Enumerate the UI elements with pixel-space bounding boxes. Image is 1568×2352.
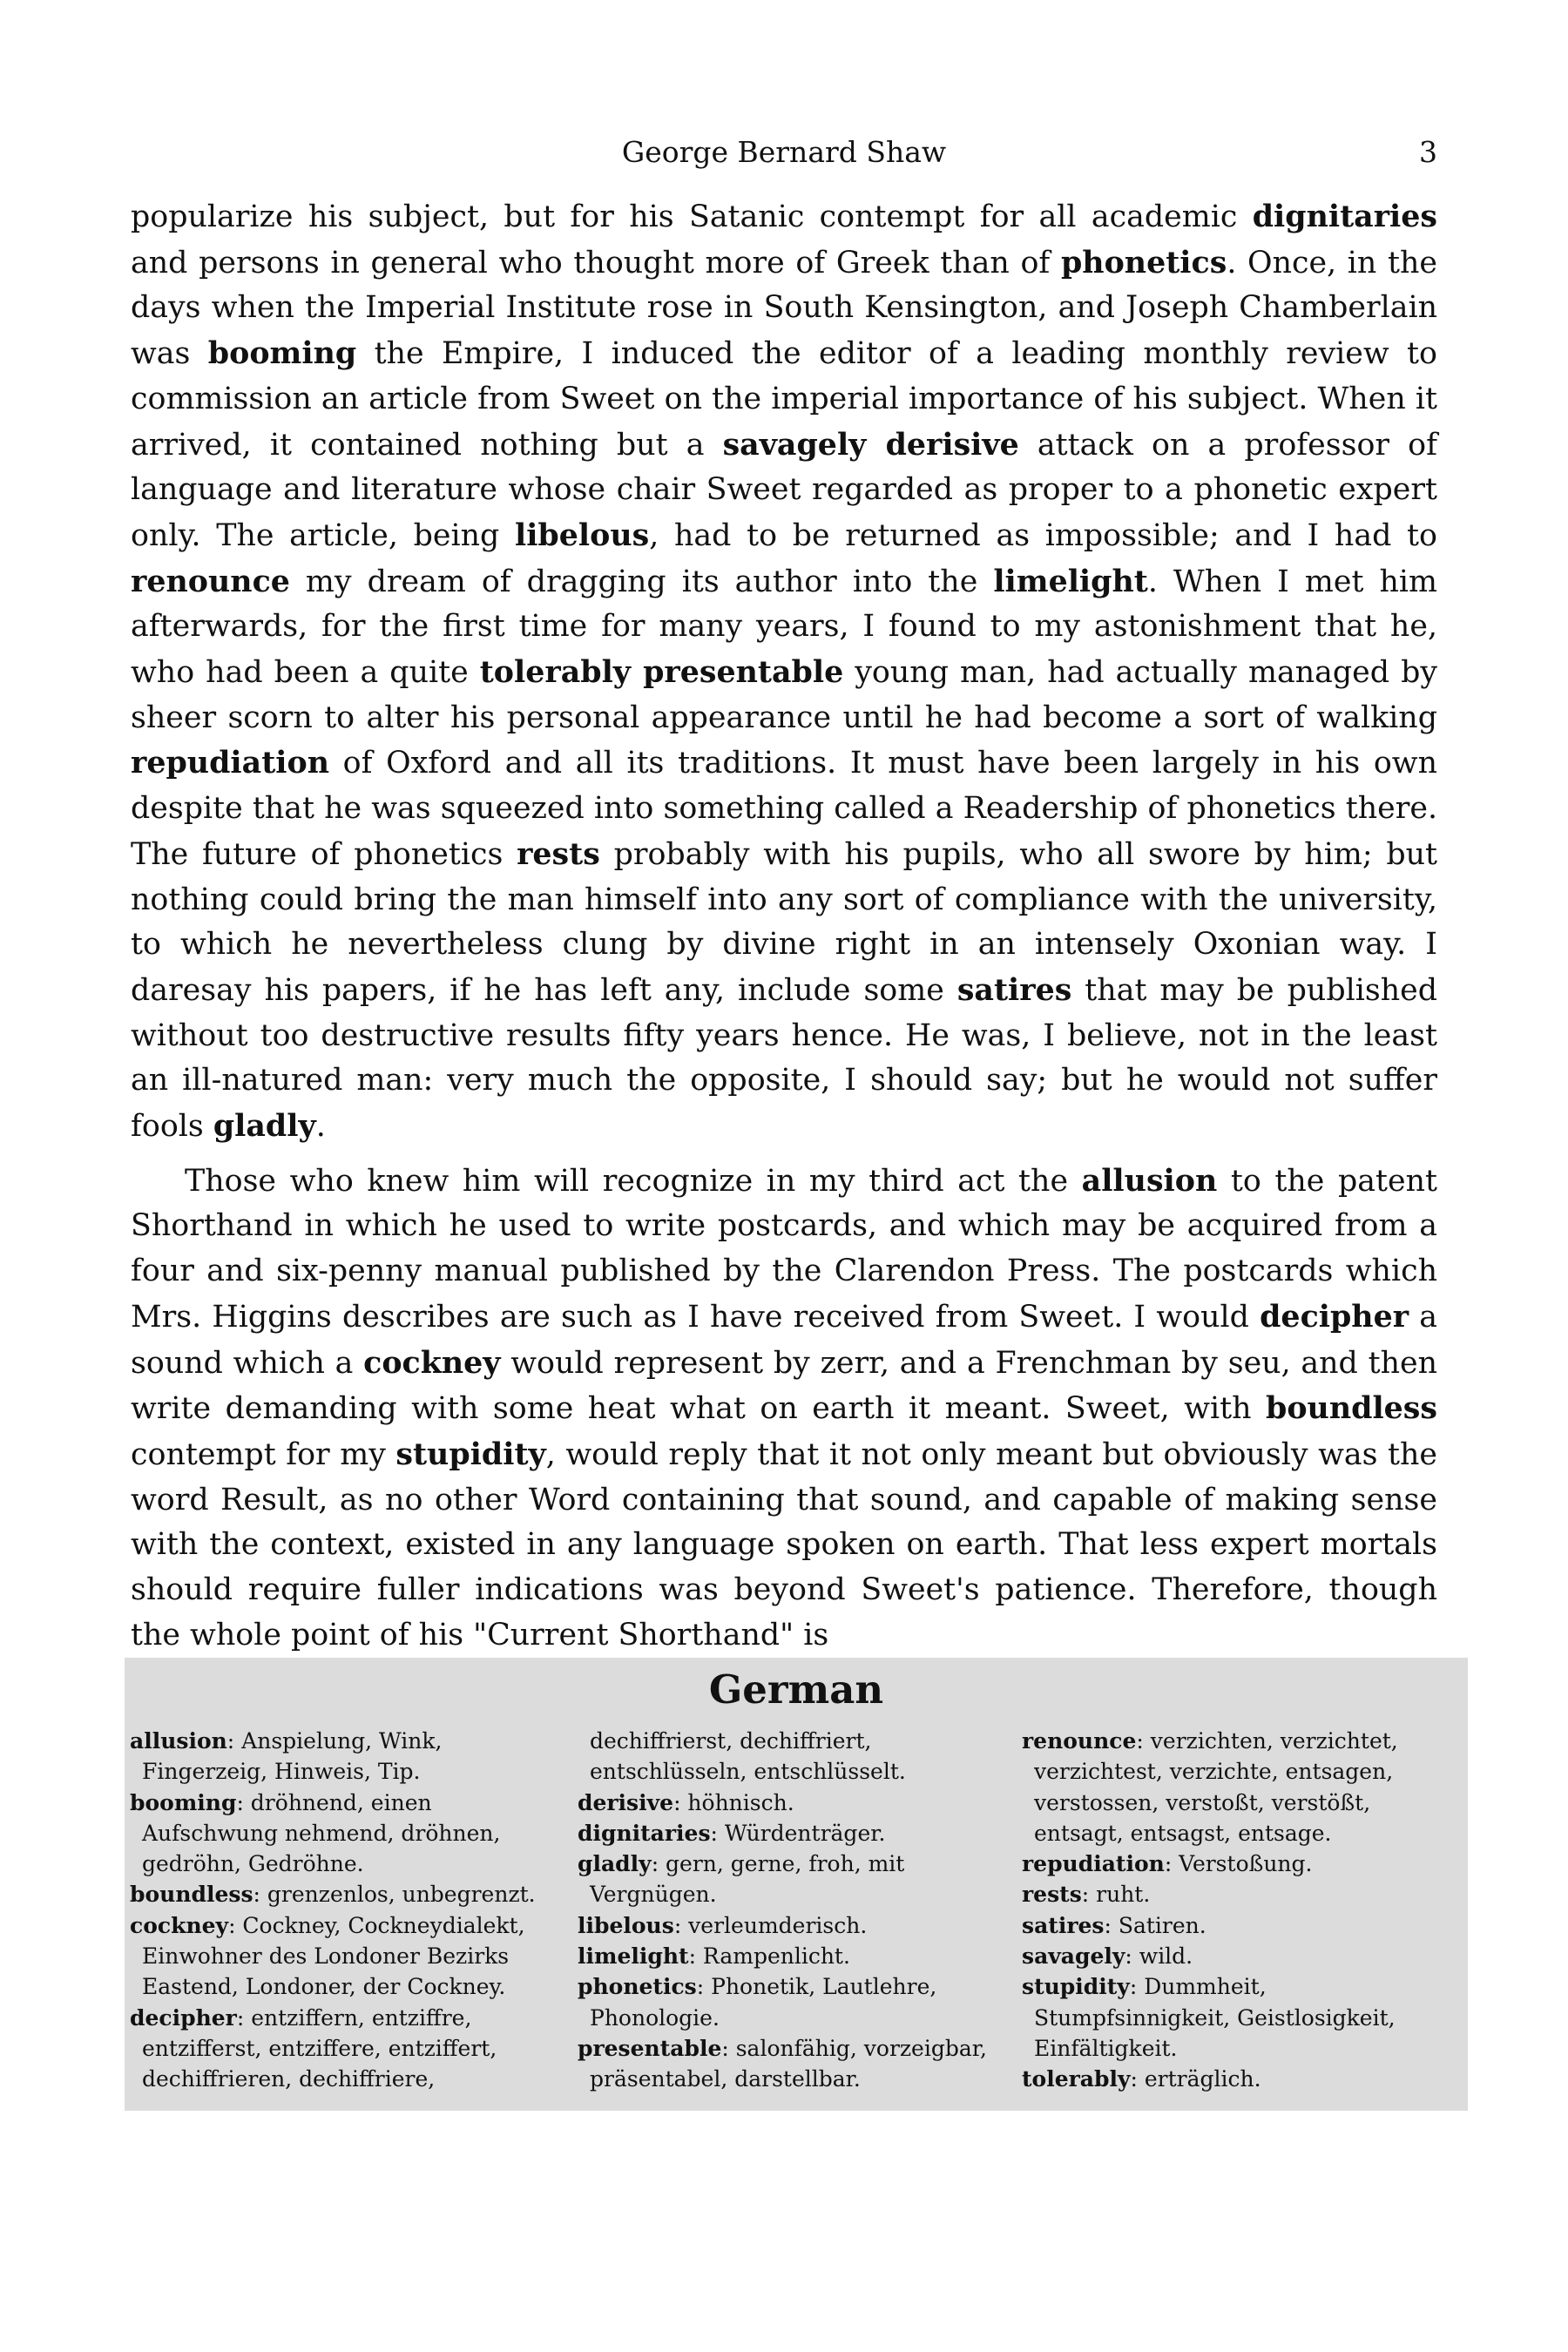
text-run: Those who knew him will recognize in my third act the: [185, 1163, 1082, 1199]
bold-term: satires: [956, 971, 1072, 1008]
glossary-definition: : Phonetik, Lautlehre, Phonologie.: [590, 1974, 937, 2031]
text-run: and persons in general who thought more of Greek than of: [131, 245, 1061, 280]
bold-term: boundless: [1265, 1390, 1437, 1427]
glossary-definition: : Dummheit, Stumpfsinnigkeit, Geistlosigkeit, Einfältigkeit.: [1034, 1974, 1396, 2061]
glossary-term: gladly: [578, 1851, 652, 1877]
glossary-term: presentable: [578, 2035, 722, 2061]
glossary-definition: : wild.: [1125, 1943, 1193, 1970]
text-run: . Once, in the days when the Imperial Institute rose in South Kensington, and Joseph Chamberlain was: [131, 245, 1437, 372]
glossary-definition: : Anspielung, Wink, Fingerzeig, Hinweis, Tip.: [142, 1728, 443, 1785]
glossary-entry: [130, 1879, 557, 1909]
glossary-column: [1022, 1726, 1449, 2108]
text-run: my dream of dragging its author into the: [289, 564, 994, 599]
bold-term: rests: [517, 835, 600, 872]
glossary-box: [125, 1658, 1468, 2111]
bold-term: stupidity: [395, 1436, 546, 1472]
glossary-definition: : entziffern, entziffre, entzifferst, entziffere, entziffert, dechiffrieren, dechiffriere,: [142, 2004, 497, 2092]
paragraph: [131, 194, 1437, 1150]
glossary-entry: [130, 1788, 557, 1880]
text-run: , had to be returned as impossible; and I had to: [649, 517, 1437, 553]
bold-term: gladly: [213, 1108, 316, 1145]
glossary-term: cockney: [130, 1912, 229, 1938]
text-run: to the patent Shorthand in which he used to write postcards, and which may be acquired from a four and six-penny manual published by the Clarendon Press. The postcards which Mrs. Higgins describes are such as I have received from Sweet. I would: [131, 1163, 1437, 1335]
bold-term: libelous: [515, 517, 650, 553]
glossary-entry: [578, 2033, 1004, 2095]
glossary-definition: : Verstoßung.: [1164, 1851, 1313, 1877]
glossary-term: repudiation: [1022, 1851, 1165, 1877]
text-run: that may be published without too destructive results fifty years hence. He was, I believe, not in the least an ill-natured man: very much the opposite, I should say; but he would not suffer fools: [131, 972, 1437, 1145]
glossary-term: derisive: [578, 1789, 674, 1815]
glossary-term: booming: [130, 1789, 237, 1815]
bold-term: limelight: [993, 563, 1148, 599]
glossary-definition: : gern, gerne, froh, mit Vergnügen.: [590, 1851, 905, 1908]
glossary-entry: [578, 1726, 1004, 1788]
glossary-term: phonetics: [578, 1974, 697, 2000]
page-header: [131, 135, 1437, 170]
glossary-term: dignitaries: [578, 1820, 711, 1846]
text-run: . When I met him afterwards, for the first time for many years, I found to my astonishment that he, who had been a quite: [131, 564, 1437, 691]
bold-term: decipher: [1260, 1298, 1409, 1335]
glossary-definition: : grenzenlos, unbegrenzt.: [253, 1882, 536, 1908]
bold-term: phonetics: [1060, 244, 1227, 280]
glossary-definition: : dröhnend, einen Aufschwung nehmend, dröhnen, gedröhn, Gedröhne.: [142, 1789, 501, 1877]
glossary-title: German: [708, 1666, 884, 1713]
glossary-entry: [1022, 1910, 1449, 1941]
glossary-term: allusion: [130, 1728, 227, 1754]
glossary-entry: [578, 1848, 1004, 1910]
glossary-term: tolerably: [1022, 2066, 1131, 2092]
glossary-term: boundless: [130, 1882, 253, 1908]
text-run: would represent by zerr, and a Frenchman by seu, and then write demanding with some heat what on earth it meant. Sweet, with: [131, 1345, 1437, 1427]
glossary-definition: : salonfähig, vorzeigbar, präsentabel, darstellbar.: [590, 2035, 987, 2092]
glossary-entry: [578, 1941, 1004, 1971]
glossary-term: stupidity: [1022, 1974, 1130, 2000]
glossary-term: libelous: [578, 1912, 674, 1938]
bold-term: booming: [207, 335, 357, 372]
text-run: attack on a professor of language and literature whose chair Sweet regarded as proper to a phonetic expert only. The article, being: [131, 427, 1437, 553]
text-run: a sound which a: [131, 1299, 1438, 1381]
page-number: 3: [1419, 135, 1437, 169]
glossary-column: [578, 1726, 1004, 2108]
text-run: , would reply that it not only meant but obviously was the word Result, as no other Word containing that sound, and capable of making sense with the context, existed in any language spoken on earth. That less expert mortals should require fuller indications was beyond Sweet's patience. Therefore, though the whole point of his "Current Shorthand" is: [131, 1436, 1437, 1652]
bold-term: allusion: [1081, 1162, 1218, 1199]
glossary-entry: [130, 2003, 557, 2095]
glossary-definition: : Würdenträger.: [710, 1820, 886, 1846]
text-run: .: [315, 1109, 326, 1145]
glossary-definition: : erträglich.: [1130, 2066, 1261, 2092]
glossary-entry: [130, 1726, 557, 1788]
glossary-term: rests: [1022, 1882, 1082, 1908]
text-run: popularize his subject, but for his Satanic contempt for all academic: [131, 199, 1253, 234]
text-run: of Oxford and all its traditions. It must have been largely in his own despite that he was squeezed into something called a Readership of phonetics there. The future of phonetics: [131, 746, 1437, 872]
running-title: George Bernard Shaw: [621, 135, 947, 169]
body-text: [131, 194, 1437, 1659]
glossary-entry: [1022, 1941, 1449, 1971]
bold-term: savagely derisive: [722, 426, 1019, 463]
glossary-definition: : verzichten, verzichtet, verzichtest, verzichte, entsagen, verstossen, verstoßt, verstößt, entsagt, entsagst, entsage.: [1034, 1728, 1398, 1846]
glossary-entry: [1022, 1848, 1449, 1879]
bold-term: dignitaries: [1252, 199, 1437, 234]
glossary-definition: : höhnisch.: [673, 1789, 794, 1815]
glossary-entry: [578, 1971, 1004, 2033]
bold-term: repudiation: [131, 745, 329, 781]
glossary-entry: [1022, 1879, 1449, 1909]
glossary-term: decipher: [130, 2004, 237, 2031]
glossary-entry: [578, 1788, 1004, 1818]
glossary-entry: [578, 1910, 1004, 1941]
glossary-term: renounce: [1022, 1728, 1137, 1754]
glossary-definition: : Rampenlicht.: [688, 1943, 850, 1970]
text-run: contempt for my: [131, 1436, 396, 1472]
glossary-term: savagely: [1022, 1943, 1125, 1970]
glossary-definition: : Cockney, Cockneydialekt, Einwohner des Londoner Bezirks Eastend, Londoner, der Cockney.: [142, 1912, 525, 2000]
glossary-column: [130, 1726, 557, 2108]
glossary-term: limelight: [578, 1943, 689, 1970]
text-run: young man, had actually managed by sheer scorn to alter his personal appearance until he had become a sort of walking: [131, 655, 1437, 735]
glossary-definition: dechiffrierst, dechiffriert, entschlüsseln, entschlüsselt.: [590, 1728, 906, 1785]
glossary-entry: [578, 1818, 1004, 1848]
glossary-definition: : verleumderisch.: [673, 1912, 868, 1938]
bold-term: renounce: [131, 563, 290, 599]
glossary-entry: [1022, 2064, 1449, 2094]
glossary-entry: [130, 1910, 557, 2003]
glossary-definition: : Satiren.: [1104, 1912, 1206, 1938]
bold-term: cockney: [363, 1344, 501, 1381]
bold-term: tolerably presentable: [479, 654, 844, 691]
glossary-entry: [1022, 1726, 1449, 1848]
text-run: the Empire, I induced the editor of a leading monthly review to commission an article from Sweet on the imperial importance of his subject. When it arrived, it contained nothing but a: [131, 336, 1437, 463]
text-run: probably with his pupils, who all swore by him; but nothing could bring the man himself into any sort of compliance with the university, to which he nevertheless clung by divine right in an intensely Oxonian way. I daresay his papers, if he has left any, include some: [131, 836, 1437, 1008]
glossary-definition: : ruht.: [1081, 1882, 1151, 1908]
paragraph: [131, 1159, 1437, 1659]
glossary-term: satires: [1022, 1912, 1105, 1938]
glossary-entry: [1022, 1971, 1449, 2064]
